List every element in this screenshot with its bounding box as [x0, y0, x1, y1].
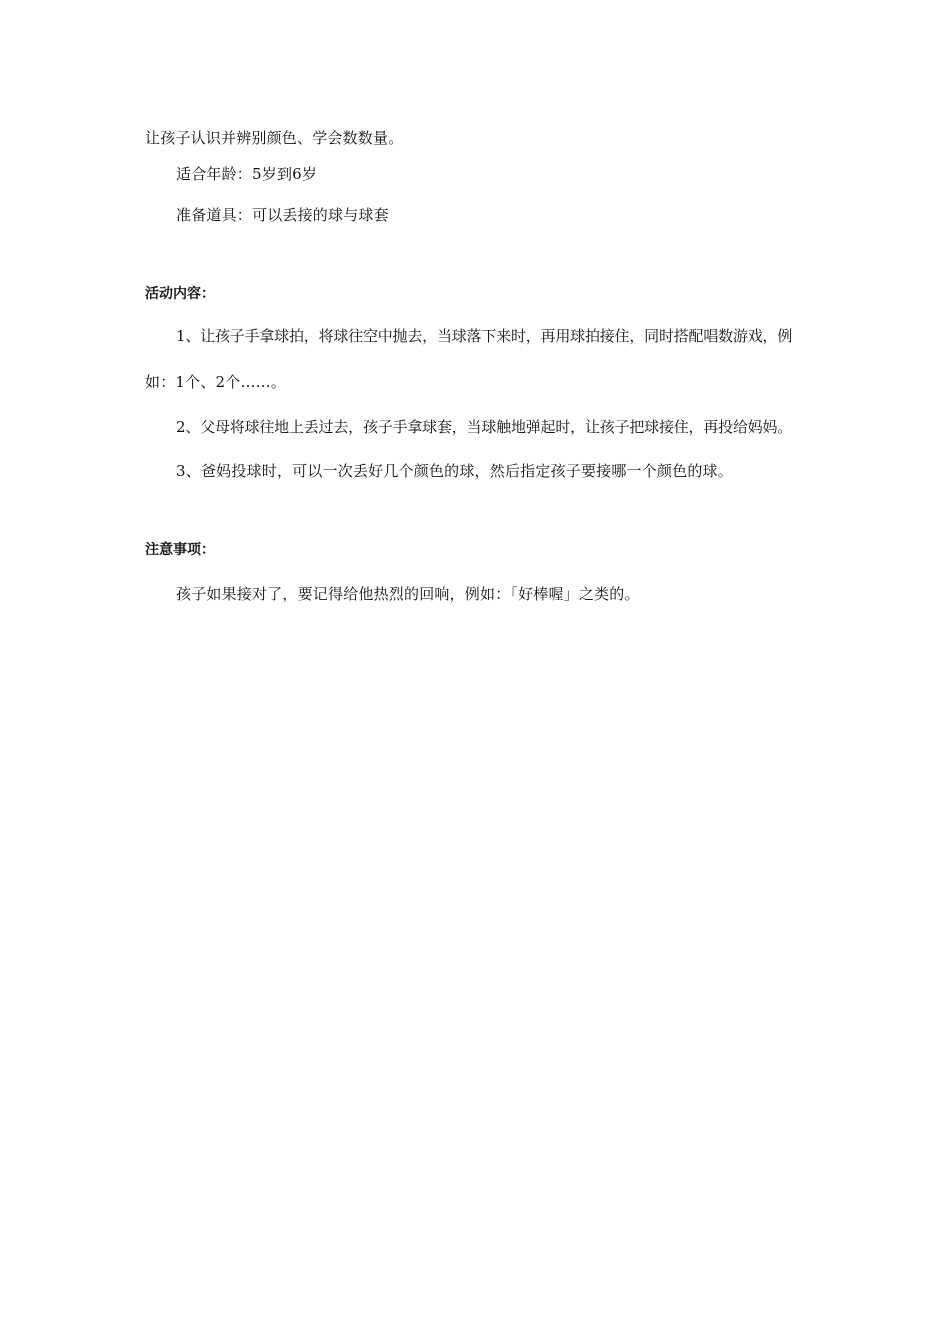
- notes-text: 孩子如果接对了，要记得给他热烈的回响，例如：「好棒喔」之类的。: [176, 585, 640, 603]
- activity-item-1-line-2: 如：1个、2个……。: [145, 373, 287, 391]
- age-text: 适合年龄：5岁到6岁: [176, 165, 318, 183]
- activity-item-2: 2、父母将球往地上丢过去，孩子手拿球套，当球触地弹起时，让孩子把球接住，再投给妈妈。: [176, 418, 793, 436]
- notes-heading: 注意事项：: [145, 542, 215, 558]
- purpose-text: 让孩子认识并辨别颜色、学会数数量。: [145, 129, 404, 147]
- activity-item-1-line-1: 1、让孩子手拿球拍，将球往空中抛去，当球落下来时，再用球拍接住，同时搭配唱数游戏，例: [176, 327, 793, 345]
- props-text: 准备道具：可以丢接的球与球套: [176, 206, 389, 224]
- activity-heading: 活动内容：: [145, 286, 215, 302]
- activity-item-3: 3、爸妈投球时，可以一次丢好几个颜色的球，然后指定孩子要接哪一个颜色的球。: [176, 462, 733, 480]
